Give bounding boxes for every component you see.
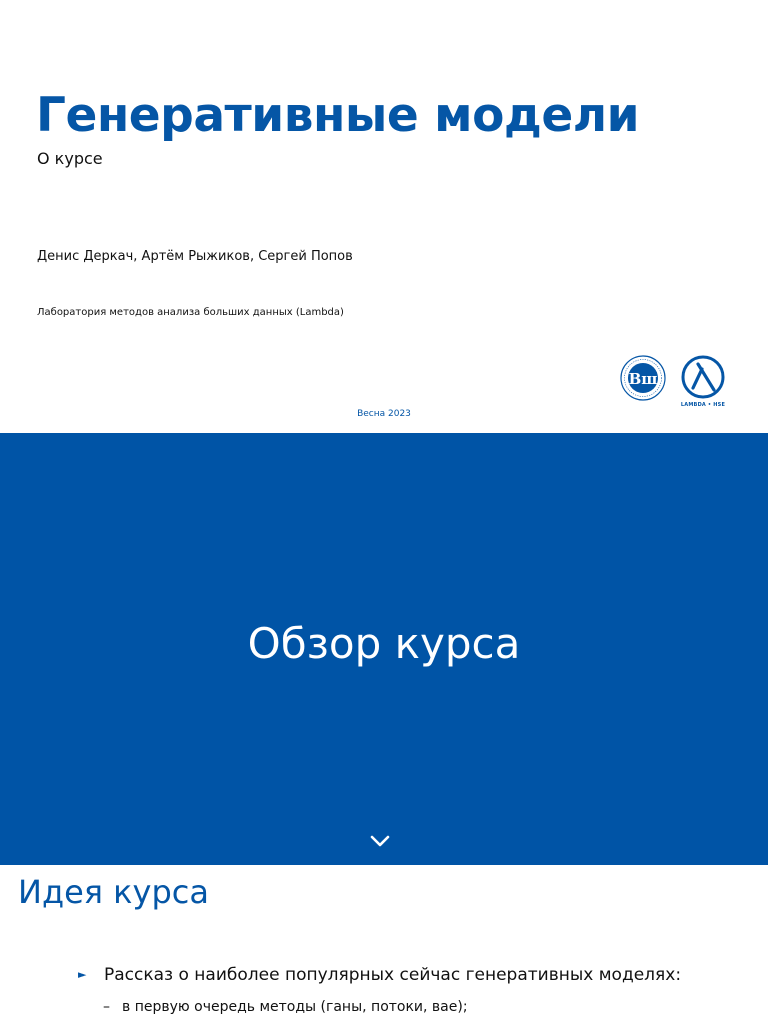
sub-list-item: [103, 999, 468, 1015]
section-slide: [0, 433, 768, 865]
sub-list-item-text: в первую очередь методы (ганы, потоки, вае);: [122, 999, 468, 1015]
triangle-bullet-icon: ►: [78, 968, 87, 981]
deck-subtitle: О курсе: [37, 149, 103, 168]
list-item: [78, 965, 681, 985]
lambda-logo-caption: LAMBDA • HSE: [680, 402, 726, 408]
content-slide: [0, 865, 768, 1024]
hse-logo-icon: [619, 354, 667, 402]
list-item-text: Рассказ о наиболее популярных сейчас генеративных моделях:: [104, 965, 682, 985]
authors-line: Денис Деркач, Артём Рыжиков, Сергей Попов: [37, 249, 353, 264]
slide-title: Идея курса: [18, 873, 209, 911]
lab-name: Лаборатория методов анализа больших данных (Lambda): [37, 307, 344, 318]
dash-bullet-icon: –: [103, 999, 110, 1015]
term-label: Весна 2023: [357, 409, 411, 419]
lambda-logo-icon: [678, 352, 728, 412]
svg-text:Вш: Вш: [628, 370, 658, 388]
section-title: Обзор курса: [247, 619, 521, 668]
chevron-down-icon[interactable]: [369, 833, 391, 849]
deck-title: Генеративные модели: [36, 88, 640, 143]
title-slide: [0, 0, 768, 433]
